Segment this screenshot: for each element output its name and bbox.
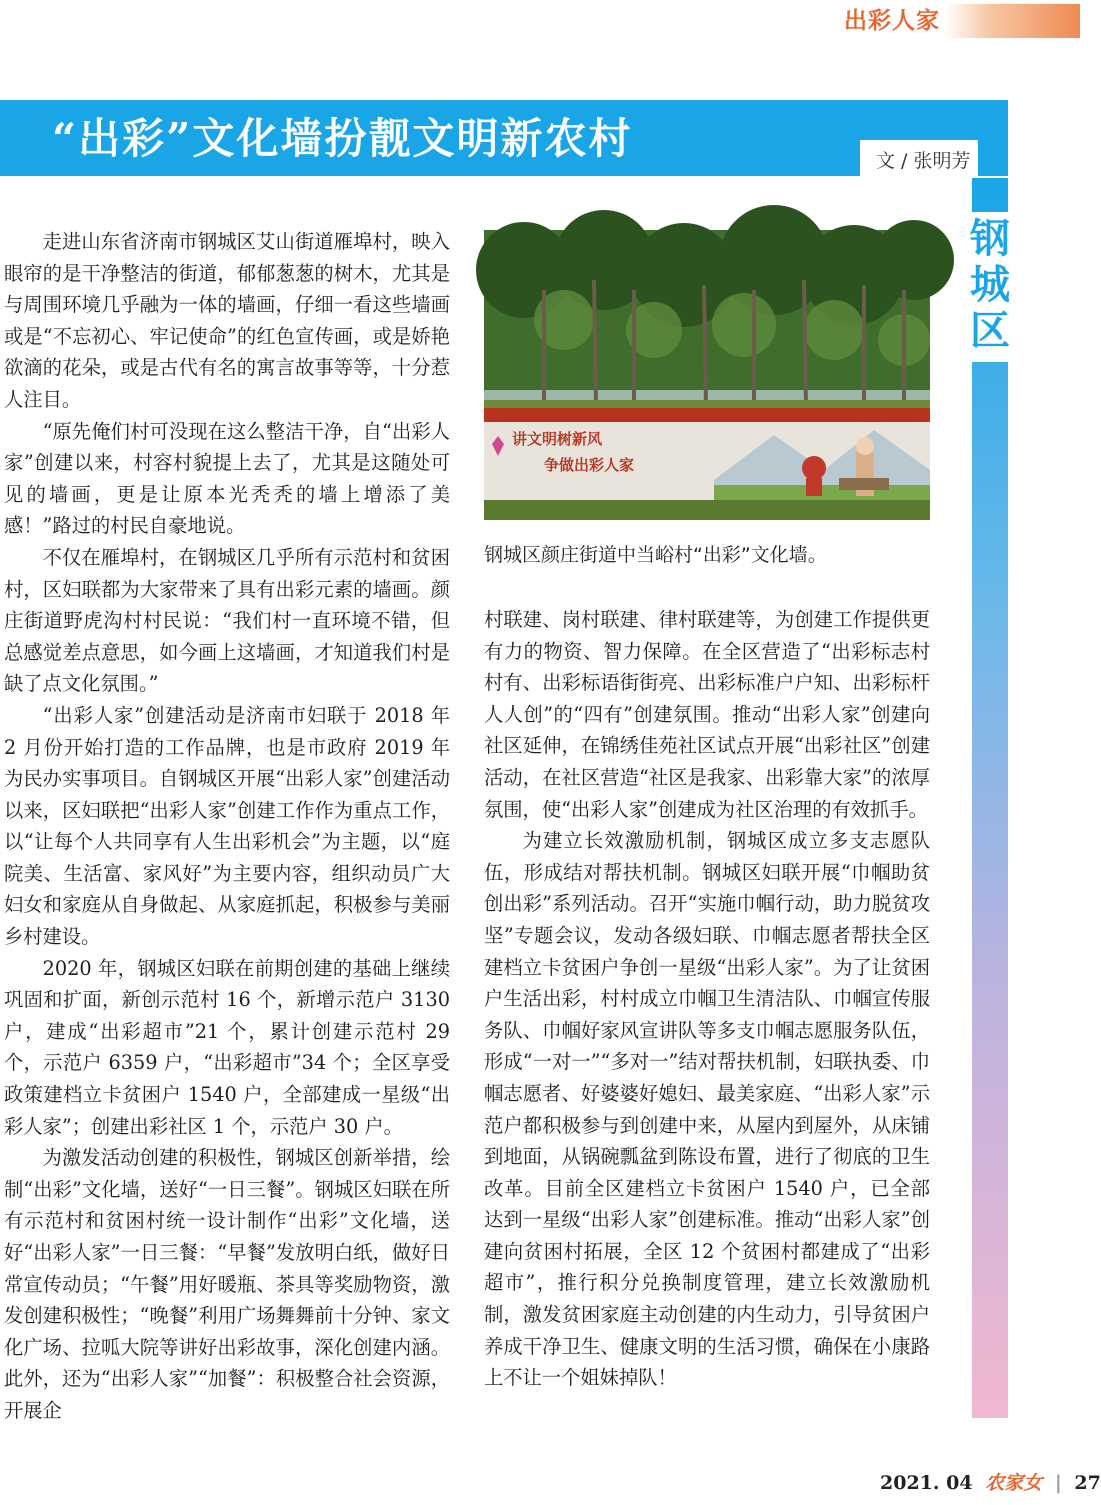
paragraph: “原先俺们村可没现在这么整洁干净，自“出彩人家”创建以来，村容村貌提上去了，尤其是这随处可见的墙画，更是让原本光秃秃的墙上增添了美感！”路过的村民自豪地说。 bbox=[4, 419, 450, 538]
paragraph: 2020 年，钢城区妇联在前期创建的基础上继续巩固和扩面，新创示范村 16 个，新增示范户 3130 户，建成“出彩超市”21 个，累计创建示范村 29 个，示范户 6359 户，“出彩超市”34 个；全区享受政策建档立卡贫困户 1540 户，全部建成一星级“出彩人家”；创建出彩社区 1 个，示范户 30 户。 bbox=[4, 956, 450, 1138]
article-body-right bbox=[484, 604, 930, 1394]
photo-caption: 钢城区颜庄街道中当峪村“出彩”文化墙。 bbox=[484, 544, 827, 566]
wall-slogan-1: 讲文明树新风 bbox=[512, 430, 603, 448]
footer-divider: | bbox=[1054, 1472, 1062, 1494]
magazine-logo: 农家女 bbox=[985, 1472, 1043, 1494]
section-tag-label: 出彩人家 bbox=[844, 8, 940, 34]
culture-wall-photo bbox=[484, 230, 930, 520]
paragraph-continued: 村联建、岗村联建、律村联建等，为创建工作提供更有力的物资、智力保障。在全区营造了“出彩标志村村有、出彩标语街街亮、出彩标准户户知、出彩标杆人人创”的“四有”创建氛围。推动“出彩人家”创建向社区延伸，在锦绣佳苑社区试点开展“出彩社区”创建活动，在社区营造“社区是我家、出彩靠大家”的浓厚氛围，使“出彩人家”创建成为社区治理的有效抓手。 bbox=[484, 608, 930, 821]
district-char: 城 bbox=[970, 262, 1010, 308]
article-byline: 文 / 张明芳 bbox=[876, 150, 971, 172]
painted-figure bbox=[802, 456, 826, 480]
district-char: 区 bbox=[970, 308, 1010, 354]
paragraph: “出彩人家”创建活动是济南市妇联于 2018 年 2 月份开始打造的工作品牌，也是市政府 2019 年为民办实事项目。自钢城区开展“出彩人家”创建活动以来，区妇联把“出彩人家”创建工作作为重点工作，以“让每个人共同享有人生出彩机会”为主题，以“庭院美、生活富、家风好”为主要内容，组织动员广大妇女和家庭从自身做起、从家庭抓起，积极参与美丽乡村建设。 bbox=[4, 703, 450, 949]
paragraph: 不仅在雁埠村，在钢城区几乎所有示范村和贫困村，区妇联都为大家带来了具有出彩元素的墙画。颜庄街道野虎沟村村民说：“我们村一直环境不错，但总感觉差点意思，如今画上这墙画，才知道我们村是缺了点文化氛围。” bbox=[4, 545, 450, 696]
issue-date: 2021. 04 bbox=[880, 1472, 973, 1494]
paragraph: 为建立长效激励机制，钢城区成立多支志愿队伍，形成结对帮扶机制。钢城区妇联开展“巾帼助贫创出彩”系列活动。召开“实施巾帼行动，助力脱贫攻坚”专题会议，发动各级妇联、巾帼志愿者帮扶全区建档立卡贫困户争创一星级“出彩人家”。为了让贫困户生活出彩，村村成立巾帼卫生清洁队、巾帼宣传服务队、巾帼好家风宣讲队等多支巾帼志愿服务队伍，形成“一对一”“多对一”结对帮扶机制，妇联执委、巾帼志愿者、好婆婆好媳妇、最美家庭、“出彩人家”示范户都积极参与到创建中来，从屋内到屋外，从床铺到地面，从锅碗瓢盆到陈设布置，进行了彻底的卫生改革。目前全区建档立卡贫困户 1540 户，已全部达到一星级“出彩人家”创建标准。推动“出彩人家”创建向贫困村拓展，全区 12 个贫困村都建成了“出彩超市”，推行积分兑换制度管理，建立长效激励机制，激发贫困家庭主动创建的内生动力，引导贫困户养成干净卫生、健康文明的生活习惯，确保在小康路上不让一个姐妹掉队！ bbox=[484, 829, 930, 1390]
section-tag bbox=[840, 4, 1080, 38]
page-number: 27 bbox=[1074, 1472, 1101, 1494]
article-title: “出彩”文化墙扮靓文明新农村 bbox=[52, 114, 633, 163]
article-body-left bbox=[4, 226, 450, 1427]
paragraph: 为激发活动创建的积极性，钢城区创新举措，绘制“出彩”文化墙，送好“一日三餐”。钢城区妇联在所有示范村和贫困村统一设计制作“出彩”文化墙，送好“出彩人家”一日三餐：“早餐”发放明白纸，做好日常宣传动员；“午餐”用好暖瓶、茶具等奖励物资，激发创建积极性；“晚餐”利用广场舞舞前十分钟、家文化广场、拉呱大院等讲好出彩故事，深化创建内涵。此外，还为“出彩人家”“加餐”：积极整合社会资源，开展企 bbox=[4, 1146, 450, 1422]
paragraph: 走进山东省济南市钢城区艾山街道雁埠村，映入眼帘的是干净整洁的街道，郁郁葱葱的树木，尤其是与周围环境几乎融为一体的墙画，仔细一看这些墙画或是“不忘初心、牢记使命”的红色宣传画，或是娇艳欲滴的花朵，或是古代有名的寓言故事等等，十分惹人注目。 bbox=[4, 230, 450, 411]
district-side-label bbox=[964, 212, 1016, 362]
district-char: 钢 bbox=[970, 216, 1010, 262]
page-footer bbox=[880, 1468, 1101, 1495]
side-color-bar bbox=[972, 178, 1008, 1418]
wall-slogan-2: 争做出彩人家 bbox=[544, 456, 635, 474]
wall-coping bbox=[484, 408, 930, 422]
